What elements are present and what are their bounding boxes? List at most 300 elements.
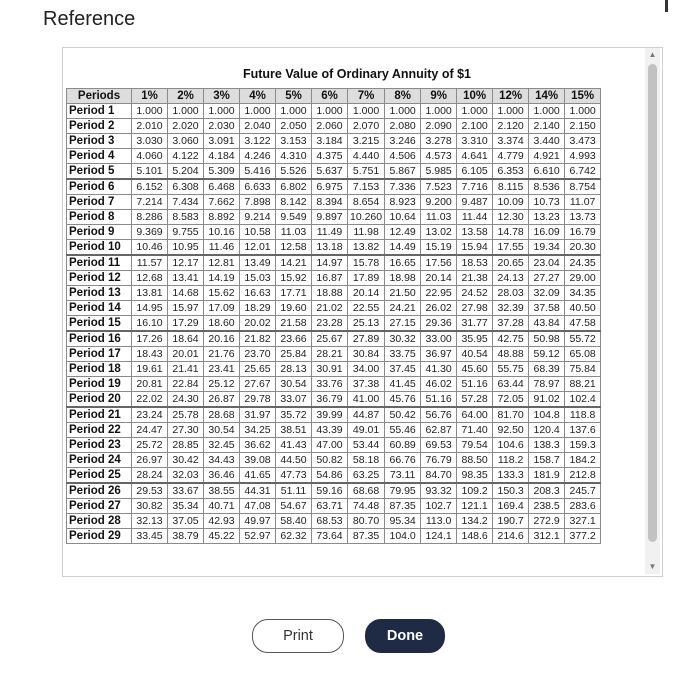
table-cell: 73.11	[385, 468, 421, 484]
row-label: Period 14	[67, 301, 132, 316]
table-cell: 14.95	[132, 301, 168, 316]
table-cell: 15.19	[421, 240, 457, 256]
column-header-rate: 12%	[493, 89, 529, 104]
table-cell: 118.8	[565, 407, 601, 423]
table-cell: 3.440	[529, 134, 565, 149]
table-cell: 51.11	[276, 483, 312, 499]
table-cell: 29.36	[421, 316, 457, 332]
table-cell: 16.87	[312, 271, 348, 286]
table-row	[67, 483, 601, 499]
row-label: Period 22	[67, 423, 132, 438]
table-cell: 208.3	[529, 483, 565, 499]
table-cell: 3.122	[240, 134, 276, 149]
table-cell: 169.4	[493, 499, 529, 514]
row-label: Period 20	[67, 392, 132, 408]
table-cell: 6.353	[493, 164, 529, 180]
table-cell: 4.440	[348, 149, 385, 164]
table-cell: 19.60	[276, 301, 312, 316]
table-cell: 98.35	[457, 468, 493, 484]
table-cell: 4.641	[457, 149, 493, 164]
table-cell: 1.000	[529, 104, 565, 119]
table-cell: 51.16	[421, 392, 457, 408]
column-header-rate: 10%	[457, 89, 493, 104]
row-label: Period 8	[67, 210, 132, 225]
table-cell: 21.41	[168, 362, 204, 377]
table-cell: 28.21	[312, 347, 348, 362]
table-row	[67, 301, 601, 316]
table-cell: 45.60	[457, 362, 493, 377]
table-cell: 24.35	[565, 255, 601, 271]
table-cell: 23.41	[204, 362, 240, 377]
reference-content-frame[interactable]	[62, 47, 663, 577]
table-cell: 39.99	[312, 407, 348, 423]
table-cell: 20.14	[421, 271, 457, 286]
table-cell: 47.08	[240, 499, 276, 514]
table-cell: 37.45	[385, 362, 421, 377]
row-label: Period 19	[67, 377, 132, 392]
table-row	[67, 423, 601, 438]
table-cell: 102.7	[421, 499, 457, 514]
table-row	[67, 119, 601, 134]
table-cell: 11.46	[204, 240, 240, 256]
table-cell: 21.58	[276, 316, 312, 332]
table-cell: 9.487	[457, 195, 493, 210]
table-cell: 10.64	[385, 210, 421, 225]
table-cell: 33.75	[385, 347, 421, 362]
table-cell: 93.32	[421, 483, 457, 499]
table-cell: 53.44	[348, 438, 385, 453]
table-cell: 8.286	[132, 210, 168, 225]
table-cell: 68.53	[312, 514, 348, 529]
row-label: Period 16	[67, 331, 132, 347]
table-cell: 34.35	[565, 286, 601, 301]
table-cell: 45.22	[204, 529, 240, 544]
table-cell: 8.754	[565, 179, 601, 195]
table-cell: 22.95	[421, 286, 457, 301]
table-cell: 1.000	[240, 104, 276, 119]
table-cell: 11.57	[132, 255, 168, 271]
table-row	[67, 240, 601, 256]
table-cell: 10.95	[168, 240, 204, 256]
table-cell: 17.29	[168, 316, 204, 332]
table-row	[67, 438, 601, 453]
table-cell: 118.2	[493, 453, 529, 468]
table-cell: 13.23	[529, 210, 565, 225]
table-cell: 33.45	[132, 529, 168, 544]
table-cell: 33.07	[276, 392, 312, 408]
table-cell: 4.993	[565, 149, 601, 164]
table-cell: 11.03	[276, 225, 312, 240]
table-cell: 14.97	[312, 255, 348, 271]
table-cell: 41.00	[348, 392, 385, 408]
table-cell: 21.38	[457, 271, 493, 286]
table-cell: 62.87	[421, 423, 457, 438]
table-cell: 47.00	[312, 438, 348, 453]
table-cell: 40.54	[457, 347, 493, 362]
table-cell: 184.2	[565, 453, 601, 468]
table-cell: 41.65	[240, 468, 276, 484]
table-cell: 18.43	[132, 347, 168, 362]
row-label: Period 1	[67, 104, 132, 119]
table-row	[67, 179, 601, 195]
table-cell: 2.100	[457, 119, 493, 134]
table-cell: 6.742	[565, 164, 601, 180]
table-cell: 75.84	[565, 362, 601, 377]
table-cell: 32.03	[168, 468, 204, 484]
table-cell: 33.76	[312, 377, 348, 392]
table-row	[67, 149, 601, 164]
table-cell: 312.1	[529, 529, 565, 544]
table-cell: 4.184	[204, 149, 240, 164]
table-cell: 30.42	[168, 453, 204, 468]
row-label: Period 26	[67, 483, 132, 499]
dialog-title: Reference	[43, 8, 136, 30]
table-row	[67, 104, 601, 119]
table-cell: 10.73	[529, 195, 565, 210]
table-cell: 27.15	[385, 316, 421, 332]
table-cell: 35.72	[276, 407, 312, 423]
table-cell: 1.000	[168, 104, 204, 119]
table-cell: 10.58	[240, 225, 276, 240]
table-cell: 3.030	[132, 134, 168, 149]
table-row	[67, 286, 601, 301]
table-cell: 79.95	[385, 483, 421, 499]
table-cell: 95.34	[385, 514, 421, 529]
table-cell: 15.94	[457, 240, 493, 256]
table-cell: 2.060	[312, 119, 348, 134]
table-cell: 42.93	[204, 514, 240, 529]
table-cell: 20.30	[565, 240, 601, 256]
table-cell: 22.55	[348, 301, 385, 316]
table-cell: 23.04	[529, 255, 565, 271]
table-cell: 137.6	[565, 423, 601, 438]
table-cell: 20.81	[132, 377, 168, 392]
table-cell: 57.28	[457, 392, 493, 408]
table-cell: 3.473	[565, 134, 601, 149]
table-cell: 25.72	[132, 438, 168, 453]
table-cell: 6.975	[312, 179, 348, 195]
table-cell: 59.16	[312, 483, 348, 499]
table-cell: 17.55	[493, 240, 529, 256]
column-header-rate: 14%	[529, 89, 565, 104]
row-label: Period 9	[67, 225, 132, 240]
table-cell: 16.63	[240, 286, 276, 301]
table-cell: 26.97	[132, 453, 168, 468]
table-cell: 34.00	[348, 362, 385, 377]
table-cell: 16.65	[385, 255, 421, 271]
row-label: Period 5	[67, 164, 132, 180]
table-cell: 120.4	[529, 423, 565, 438]
table-cell: 18.64	[168, 331, 204, 347]
table-cell: 55.46	[385, 423, 421, 438]
table-cell: 32.39	[493, 301, 529, 316]
table-cell: 14.21	[276, 255, 312, 271]
table-cell: 36.46	[204, 468, 240, 484]
table-cell: 66.76	[385, 453, 421, 468]
table-cell: 2.070	[348, 119, 385, 134]
row-label: Period 7	[67, 195, 132, 210]
scroll-up-arrow-icon[interactable]: ▲	[648, 50, 657, 59]
scroll-down-arrow-icon[interactable]: ▼	[648, 562, 657, 571]
table-cell: 41.45	[385, 377, 421, 392]
table-cell: 6.152	[132, 179, 168, 195]
table-cell: 62.32	[276, 529, 312, 544]
table-cell: 34.43	[204, 453, 240, 468]
table-cell: 8.536	[529, 179, 565, 195]
table-cell: 43.39	[312, 423, 348, 438]
table-cell: 13.73	[565, 210, 601, 225]
table-cell: 113.0	[421, 514, 457, 529]
table-cell: 48.88	[493, 347, 529, 362]
column-header-rate: 15%	[565, 89, 601, 104]
table-cell: 35.34	[168, 499, 204, 514]
print-button[interactable]: Print	[252, 619, 344, 653]
table-cell: 81.70	[493, 407, 529, 423]
table-cell: 12.58	[276, 240, 312, 256]
table-cell: 31.77	[457, 316, 493, 332]
table-row	[67, 331, 601, 347]
table-cell: 11.03	[421, 210, 457, 225]
table-cell: 9.755	[168, 225, 204, 240]
table-cell: 27.89	[348, 331, 385, 347]
table-cell: 14.19	[204, 271, 240, 286]
table-cell: 13.02	[421, 225, 457, 240]
table-cell: 1.000	[457, 104, 493, 119]
table-cell: 37.38	[348, 377, 385, 392]
table-cell: 63.44	[493, 377, 529, 392]
row-label: Period 12	[67, 271, 132, 286]
table-cell: 74.48	[348, 499, 385, 514]
table-cell: 27.27	[529, 271, 565, 286]
table-cell: 36.79	[312, 392, 348, 408]
vertical-scrollbar[interactable]	[645, 48, 660, 574]
table-cell: 6.610	[529, 164, 565, 180]
table-cell: 5.751	[348, 164, 385, 180]
table-cell: 2.030	[204, 119, 240, 134]
table-cell: 23.24	[132, 407, 168, 423]
table-cell: 8.142	[276, 195, 312, 210]
table-cell: 12.17	[168, 255, 204, 271]
window-edge-mark	[665, 0, 668, 12]
table-cell: 28.03	[493, 286, 529, 301]
table-cell: 47.58	[565, 316, 601, 332]
table-cell: 104.8	[529, 407, 565, 423]
table-row	[67, 210, 601, 225]
table-cell: 20.02	[240, 316, 276, 332]
table-cell: 46.02	[421, 377, 457, 392]
table-cell: 35.95	[457, 331, 493, 347]
table-cell: 8.892	[204, 210, 240, 225]
table-cell: 11.98	[348, 225, 385, 240]
table-cell: 49.97	[240, 514, 276, 529]
table-cell: 12.68	[132, 271, 168, 286]
table-cell: 15.62	[204, 286, 240, 301]
table-cell: 3.246	[385, 134, 421, 149]
table-cell: 2.090	[421, 119, 457, 134]
table-cell: 148.6	[457, 529, 493, 544]
table-row	[67, 362, 601, 377]
table-cell: 41.43	[276, 438, 312, 453]
table-cell: 1.000	[312, 104, 348, 119]
table-cell: 28.68	[204, 407, 240, 423]
table-cell: 34.25	[240, 423, 276, 438]
column-header-rate: 7%	[348, 89, 385, 104]
row-label: Period 27	[67, 499, 132, 514]
table-cell: 38.51	[276, 423, 312, 438]
column-header-rate: 2%	[168, 89, 204, 104]
table-cell: 11.44	[457, 210, 493, 225]
table-cell: 25.65	[240, 362, 276, 377]
table-cell: 55.75	[493, 362, 529, 377]
table-cell: 39.08	[240, 453, 276, 468]
table-cell: 13.18	[312, 240, 348, 256]
table-cell: 51.16	[457, 377, 493, 392]
table-row	[67, 271, 601, 286]
table-cell: 33.67	[168, 483, 204, 499]
table-cell: 24.30	[168, 392, 204, 408]
table-cell: 23.70	[240, 347, 276, 362]
table-row	[67, 225, 601, 240]
table-cell: 8.394	[312, 195, 348, 210]
table-cell: 58.40	[276, 514, 312, 529]
table-cell: 4.060	[132, 149, 168, 164]
table-cell: 6.633	[240, 179, 276, 195]
table-cell: 245.7	[565, 483, 601, 499]
table-cell: 50.98	[529, 331, 565, 347]
table-row	[67, 468, 601, 484]
table-cell: 54.67	[276, 499, 312, 514]
table-cell: 45.76	[385, 392, 421, 408]
table-cell: 3.278	[421, 134, 457, 149]
table-cell: 18.88	[312, 286, 348, 301]
table-cell: 13.49	[240, 255, 276, 271]
table-cell: 3.310	[457, 134, 493, 149]
table-cell: 88.21	[565, 377, 601, 392]
table-cell: 79.54	[457, 438, 493, 453]
table-cell: 7.662	[204, 195, 240, 210]
table-cell: 38.55	[204, 483, 240, 499]
table-cell: 21.02	[312, 301, 348, 316]
table-cell: 150.3	[493, 483, 529, 499]
table-cell: 72.05	[493, 392, 529, 408]
table-cell: 109.2	[457, 483, 493, 499]
table-cell: 5.101	[132, 164, 168, 180]
table-cell: 7.898	[240, 195, 276, 210]
table-cell: 78.97	[529, 377, 565, 392]
column-header-rate: 4%	[240, 89, 276, 104]
table-cell: 24.13	[493, 271, 529, 286]
table-cell: 5.526	[276, 164, 312, 180]
table-cell: 5.867	[385, 164, 421, 180]
column-header-rate: 6%	[312, 89, 348, 104]
table-cell: 212.8	[565, 468, 601, 484]
row-label: Period 2	[67, 119, 132, 134]
table-cell: 2.120	[493, 119, 529, 134]
table-cell: 54.86	[312, 468, 348, 484]
table-cell: 5.416	[240, 164, 276, 180]
scrollbar-thumb[interactable]	[648, 64, 657, 542]
table-cell: 2.150	[565, 119, 601, 134]
table-cell: 25.84	[276, 347, 312, 362]
table-cell: 26.87	[204, 392, 240, 408]
row-label: Period 23	[67, 438, 132, 453]
table-cell: 9.369	[132, 225, 168, 240]
table-cell: 3.153	[276, 134, 312, 149]
column-header-rate: 3%	[204, 89, 240, 104]
table-cell: 23.28	[312, 316, 348, 332]
table-cell: 15.03	[240, 271, 276, 286]
table-cell: 36.97	[421, 347, 457, 362]
table-cell: 104.6	[493, 438, 529, 453]
table-cell: 71.40	[457, 423, 493, 438]
table-cell: 18.60	[204, 316, 240, 332]
row-label: Period 18	[67, 362, 132, 377]
table-cell: 3.060	[168, 134, 204, 149]
table-cell: 12.49	[385, 225, 421, 240]
table-cell: 17.71	[276, 286, 312, 301]
table-cell: 56.76	[421, 407, 457, 423]
table-cell: 11.07	[565, 195, 601, 210]
table-cell: 28.13	[276, 362, 312, 377]
table-cell: 6.468	[204, 179, 240, 195]
table-cell: 7.716	[457, 179, 493, 195]
table-cell: 15.78	[348, 255, 385, 271]
table-cell: 214.6	[493, 529, 529, 544]
table-cell: 104.0	[385, 529, 421, 544]
table-cell: 16.10	[132, 316, 168, 332]
table-cell: 24.52	[457, 286, 493, 301]
table-cell: 73.64	[312, 529, 348, 544]
table-cell: 36.62	[240, 438, 276, 453]
row-label: Period 29	[67, 529, 132, 544]
table-cell: 14.78	[493, 225, 529, 240]
table-cell: 1.000	[132, 104, 168, 119]
table-cell: 32.45	[204, 438, 240, 453]
table-row	[67, 514, 601, 529]
table-cell: 23.66	[276, 331, 312, 347]
table-cell: 9.214	[240, 210, 276, 225]
table-cell: 19.34	[529, 240, 565, 256]
table-cell: 20.01	[168, 347, 204, 362]
column-header-rate: 5%	[276, 89, 312, 104]
table-cell: 30.84	[348, 347, 385, 362]
table-cell: 181.9	[529, 468, 565, 484]
table-cell: 29.53	[132, 483, 168, 499]
table-cell: 47.73	[276, 468, 312, 484]
table-cell: 68.68	[348, 483, 385, 499]
table-cell: 12.01	[240, 240, 276, 256]
table-cell: 8.115	[493, 179, 529, 195]
table-cell: 13.82	[348, 240, 385, 256]
table-cell: 1.000	[276, 104, 312, 119]
table-cell: 37.58	[529, 301, 565, 316]
table-cell: 63.25	[348, 468, 385, 484]
row-label: Period 28	[67, 514, 132, 529]
table-cell: 19.61	[132, 362, 168, 377]
table-cell: 26.02	[421, 301, 457, 316]
table-cell: 1.000	[493, 104, 529, 119]
row-label: Period 15	[67, 316, 132, 332]
table-cell: 327.1	[565, 514, 601, 529]
table-cell: 15.97	[168, 301, 204, 316]
done-button[interactable]: Done	[365, 619, 445, 653]
table-cell: 283.6	[565, 499, 601, 514]
table-cell: 41.30	[421, 362, 457, 377]
table-cell: 76.79	[421, 453, 457, 468]
table-cell: 1.000	[565, 104, 601, 119]
table-cell: 9.897	[312, 210, 348, 225]
column-header-rate: 8%	[385, 89, 421, 104]
